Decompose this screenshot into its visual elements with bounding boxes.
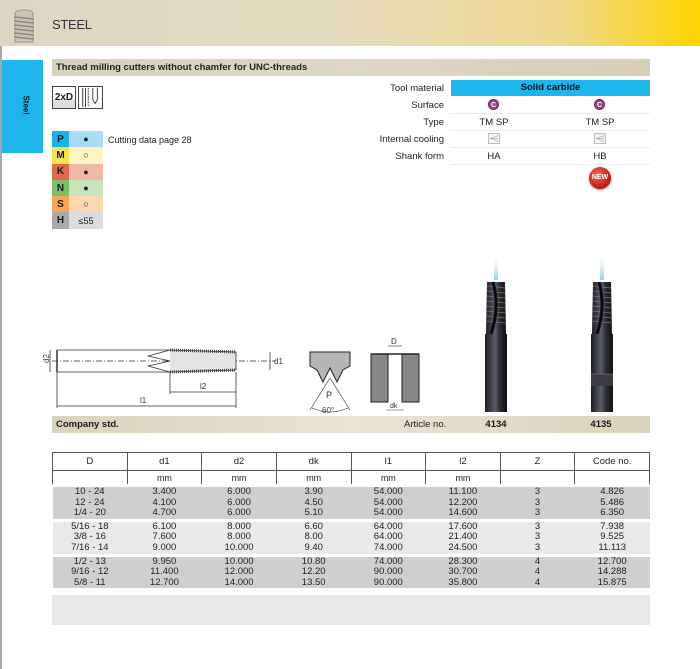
column-header: l2 [426, 453, 501, 471]
table-cell: 12.000 [202, 567, 277, 578]
table-cell: 3.400 [127, 486, 202, 498]
table-row[interactable] [53, 508, 650, 520]
column-header: dk [276, 453, 351, 471]
table-cell: 6.000 [202, 486, 277, 498]
tool-material-label: Tool material [390, 83, 444, 94]
column-unit [53, 471, 128, 486]
table-row[interactable] [53, 532, 650, 543]
table-cell: 1/2 - 13 [53, 555, 128, 567]
empty-table-footer [52, 595, 650, 625]
table-cell: 54.000 [351, 486, 426, 498]
table-cell: 28.300 [426, 555, 501, 567]
material-suitability: ○ [69, 196, 103, 212]
table-cell: 3 [500, 498, 575, 509]
table-cell: 74.000 [351, 555, 426, 567]
table-cell: 35.800 [426, 578, 501, 589]
column-header: Code no. [575, 453, 650, 471]
table-row[interactable] [53, 498, 650, 509]
table-cell: 12.700 [127, 578, 202, 589]
table-cell: 17.600 [426, 520, 501, 532]
new-badge: NEW [589, 167, 611, 189]
coating-icon: C [488, 99, 499, 110]
category-title: STEEL [52, 17, 92, 32]
table-cell: 10 - 24 [53, 486, 128, 498]
table-cell: 4 [500, 578, 575, 589]
table-cell: 14.288 [575, 567, 650, 578]
table-cell: 12 - 24 [53, 498, 128, 509]
shank-form-4135: HB [593, 151, 607, 162]
surface-label: Surface [411, 100, 444, 111]
table-cell: 1/4 - 20 [53, 508, 128, 520]
table-cell: 10.000 [202, 543, 277, 555]
table-cell: 8.00 [276, 532, 351, 543]
table-row[interactable] [53, 486, 650, 498]
material-code: S [52, 196, 69, 212]
table-row[interactable] [53, 520, 650, 532]
depth-badge-text: 2xD [54, 92, 74, 103]
company-std-label: Company std. [56, 419, 119, 430]
column-header: d1 [127, 453, 202, 471]
tool-image-4134[interactable] [482, 252, 510, 414]
D-label: D [391, 337, 397, 346]
table-cell: 3 [500, 532, 575, 543]
table-cell: 4 [500, 567, 575, 578]
table-cell: 64.000 [351, 532, 426, 543]
table-cell: 15.875 [575, 578, 650, 589]
tool-image-4135[interactable] [588, 252, 616, 414]
table-cell: 13.50 [276, 578, 351, 589]
column-unit [575, 471, 650, 486]
table-cell: 4.100 [127, 498, 202, 509]
table-cell: 5/8 - 11 [53, 578, 128, 589]
table-cell: 9.40 [276, 543, 351, 555]
material-suitability-table [52, 131, 103, 229]
table-cell: 8.000 [202, 532, 277, 543]
depth-2xd-badge [52, 86, 76, 109]
blind-hole-thread-icon [78, 86, 103, 109]
material-row-n [52, 180, 103, 196]
table-cell: 9.525 [575, 532, 650, 543]
side-tab-label: Steel [21, 95, 31, 115]
dimensions-table [52, 452, 650, 588]
internal-cooling-label: Internal cooling [379, 134, 444, 145]
table-cell: 14.000 [202, 578, 277, 589]
material-code: H [52, 212, 69, 228]
divider [450, 113, 650, 114]
table-cell: 4.700 [127, 508, 202, 520]
table-cell: 6.000 [202, 498, 277, 509]
table-cell: 9.000 [127, 543, 202, 555]
column-unit [500, 471, 575, 486]
material-suitability: ● [69, 180, 103, 196]
table-row[interactable] [53, 543, 650, 555]
column-header: l1 [351, 453, 426, 471]
material-row-h [52, 212, 103, 228]
thread-profile-view [310, 352, 350, 415]
table-cell: 14.600 [426, 508, 501, 520]
angle-label: 60° [322, 406, 335, 415]
table-cell: 11.100 [426, 486, 501, 498]
technical-drawing [40, 330, 440, 416]
column-unit: mm [426, 471, 501, 486]
table-cell: 11.400 [127, 567, 202, 578]
internal-cooling-icon [594, 133, 606, 144]
material-suitability: ● [69, 131, 103, 147]
material-code: N [52, 180, 69, 196]
material-row-p [52, 131, 103, 147]
type-label: Type [423, 117, 444, 128]
column-header: Z [500, 453, 575, 471]
table-cell: 5.486 [575, 498, 650, 509]
table-row[interactable] [53, 578, 650, 589]
d2-label: d2 [42, 354, 51, 363]
column-header: d2 [202, 453, 277, 471]
material-suitability: ○ [69, 147, 103, 163]
divider [450, 164, 650, 165]
table-cell: 8.000 [202, 520, 277, 532]
material-row-m [52, 147, 103, 163]
dk-label: dk [390, 403, 398, 410]
table-cell: 6.100 [127, 520, 202, 532]
tool-material-value: Solid carbide [451, 80, 650, 96]
section-title: Thread milling cutters without chamfer for UNC-threads [56, 62, 308, 73]
material-suitability: ● [69, 164, 103, 180]
table-cell: 90.000 [351, 578, 426, 589]
type-value-4135: TM SP [585, 117, 615, 128]
table-cell: 30.700 [426, 567, 501, 578]
table-row[interactable] [53, 567, 650, 578]
table-cell: 7/16 - 14 [53, 543, 128, 555]
coating-icon: C [594, 99, 605, 110]
header-band [0, 0, 700, 46]
table-cell: 90.000 [351, 567, 426, 578]
column-header: D [53, 453, 128, 471]
table-cell: 3 [500, 520, 575, 532]
column-unit: mm [276, 471, 351, 486]
table-cell: 74.000 [351, 543, 426, 555]
table-cell: 64.000 [351, 520, 426, 532]
pitch-label: P [326, 390, 333, 400]
hole-section-view [371, 337, 419, 410]
table-cell: 3 [500, 508, 575, 520]
table-cell: 12.700 [575, 555, 650, 567]
thread-tap-icon [10, 8, 38, 44]
table-cell: 54.000 [351, 508, 426, 520]
material-code: M [52, 147, 69, 163]
table-row[interactable] [53, 555, 650, 567]
table-cell: 6.000 [202, 508, 277, 520]
table-cell: 4.826 [575, 486, 650, 498]
article-no-label: Article no. [404, 419, 447, 430]
table-cell: 3.90 [276, 486, 351, 498]
table-cell: 4.50 [276, 498, 351, 509]
column-unit: mm [127, 471, 202, 486]
d1-label: d1 [274, 357, 283, 366]
article-bar [52, 416, 650, 433]
type-value-4134: TM SP [479, 117, 509, 128]
column-unit: mm [202, 471, 277, 486]
internal-cooling-icon [488, 133, 500, 144]
table-cell: 6.350 [575, 508, 650, 520]
l1-label: l1 [140, 396, 147, 405]
table-cell: 21.400 [426, 532, 501, 543]
table-cell: 3 [500, 543, 575, 555]
divider [450, 130, 650, 131]
l2-label: l2 [200, 382, 207, 391]
divider [450, 147, 650, 148]
shank-form-4134: HA [487, 151, 501, 162]
table-cell: 4 [500, 555, 575, 567]
material-row-k [52, 164, 103, 180]
table-cell: 12.20 [276, 567, 351, 578]
table-cell: 7.600 [127, 532, 202, 543]
table-header-row [53, 453, 650, 471]
table-cell: 10.000 [202, 555, 277, 567]
table-cell: 12.200 [426, 498, 501, 509]
article-no-4135[interactable]: 4135 [590, 419, 612, 430]
cutter-side-view [50, 350, 276, 408]
column-unit: mm [351, 471, 426, 486]
table-cell: 9.950 [127, 555, 202, 567]
material-code: K [52, 164, 69, 180]
table-cell: 24.500 [426, 543, 501, 555]
material-code: P [52, 131, 69, 147]
table-cell: 3 [500, 486, 575, 498]
table-cell: 9/16 - 12 [53, 567, 128, 578]
material-suitability: ≤55 [69, 212, 103, 228]
table-cell: 5.10 [276, 508, 351, 520]
table-cell: 11.113 [575, 543, 650, 555]
table-units-row [53, 471, 650, 486]
article-no-4134[interactable]: 4134 [485, 419, 507, 430]
table-cell: 3/8 - 16 [53, 532, 128, 543]
table-cell: 5/16 - 18 [53, 520, 128, 532]
material-row-s [52, 196, 103, 212]
table-cell: 7.938 [575, 520, 650, 532]
table-cell: 10.80 [276, 555, 351, 567]
shank-form-label: Shank form [395, 151, 444, 162]
cutting-data-link[interactable]: Cutting data page 28 [108, 135, 192, 145]
table-cell: 6.60 [276, 520, 351, 532]
table-cell: 54.000 [351, 498, 426, 509]
